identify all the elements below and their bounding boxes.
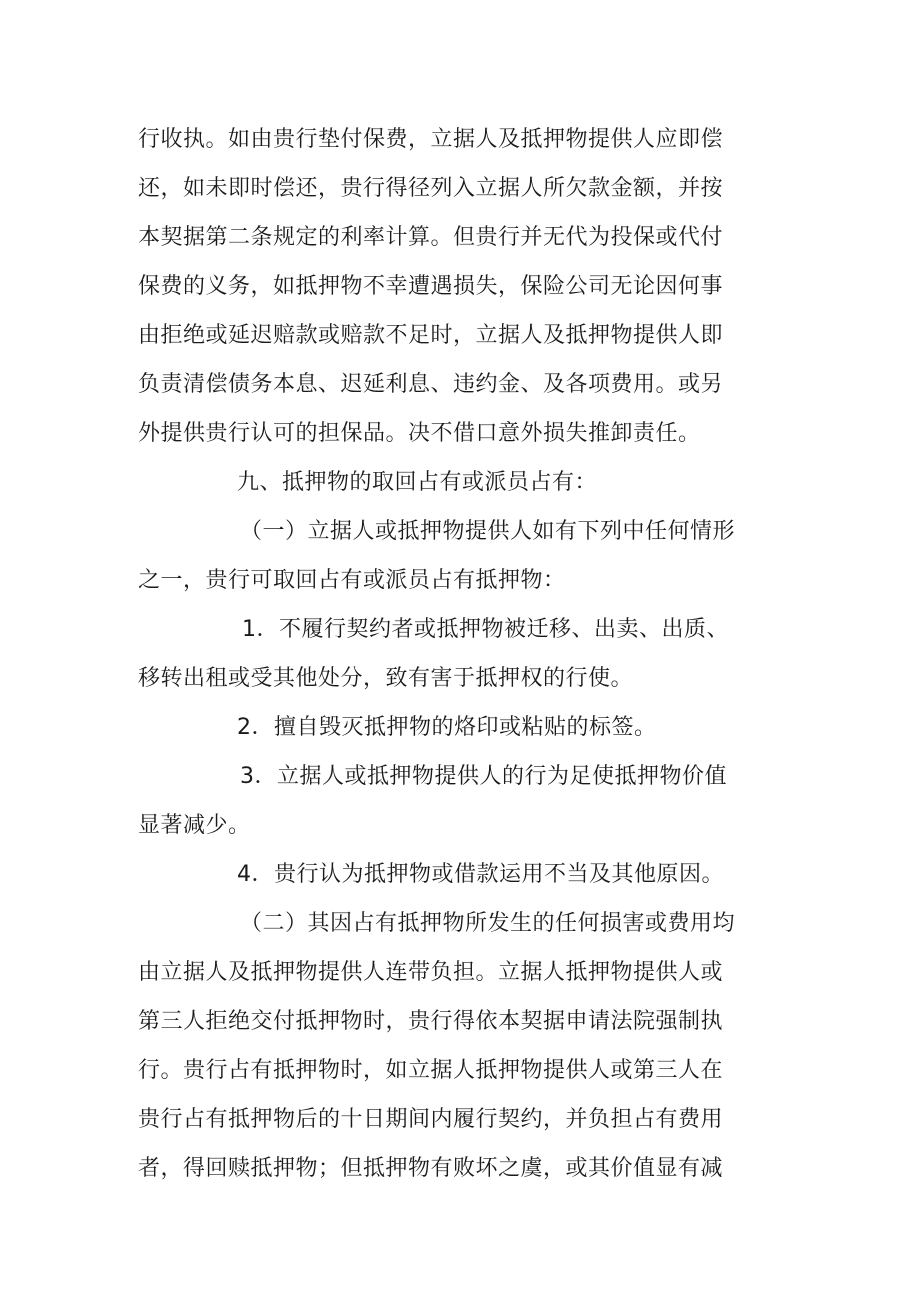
list-item: 3．立据人或抵押物提供人的行为足使抵押物价值 [240, 764, 727, 789]
paragraph-line: 之一，贵行可取回占有或派员占有抵押物： [138, 568, 566, 593]
paragraph-line: 保费的义务，如抵押物不幸遭遇损失，保险公司无论因何事 [138, 274, 724, 299]
paragraph-line: 贵行占有抵押物后的十日期间内履行契约，并负担占有费用 [138, 1107, 724, 1132]
list-item: 4．贵行认为抵押物或借款运用不当及其他原因。 [237, 862, 724, 887]
paragraph-line: 由立据人及抵押物提供人连带负担。立据人抵押物提供人或 [138, 960, 724, 985]
paragraph-line: 移转出租或受其他处分，致有害于抵押权的行使。 [138, 666, 634, 691]
list-item: 2．擅自毁灭抵押物的烙印或粘贴的标签。 [237, 715, 657, 740]
paragraph-line: 还，如未即时偿还，贵行得径列入立据人所欠款金额，并按 [138, 176, 724, 201]
paragraph-line: 负责清偿债务本息、迟延利息、违约金、及各项费用。或另 [138, 372, 724, 397]
paragraph-line: 本契据第二条规定的利率计算。但贵行并无代为投保或代付 [138, 225, 724, 250]
paragraph-line: 行收执。如由贵行垫付保费，立据人及抵押物提供人应即偿 [138, 127, 724, 152]
section-heading: 九、抵押物的取回占有或派员占有： [237, 470, 598, 495]
paragraph-line: 显著减少。 [138, 813, 251, 838]
paragraph-line: （二）其因占有抵押物所发生的任何损害或费用均 [240, 911, 736, 936]
paragraph-line: 第三人拒绝交付抵押物时，贵行得依本契据申请法院强制执 [138, 1009, 724, 1034]
list-item: 1．不履行契约者或抵押物被迁移、出卖、出质、 [242, 617, 729, 642]
paragraph-line: 由拒绝或延迟赔款或赔款不足时，立据人及抵押物提供人即 [138, 323, 724, 348]
paragraph-line: （一）立据人或抵押物提供人如有下列中任何情形 [240, 519, 736, 544]
paragraph-line: 外提供贵行认可的担保品。决不借口意外损失推卸责任。 [138, 421, 701, 446]
paragraph-line: 者，得回赎抵押物；但抵押物有败坏之虞，或其价值显有减 [138, 1156, 724, 1181]
paragraph-line: 行。贵行占有抵押物时，如立据人抵押物提供人或第三人在 [138, 1058, 724, 1083]
